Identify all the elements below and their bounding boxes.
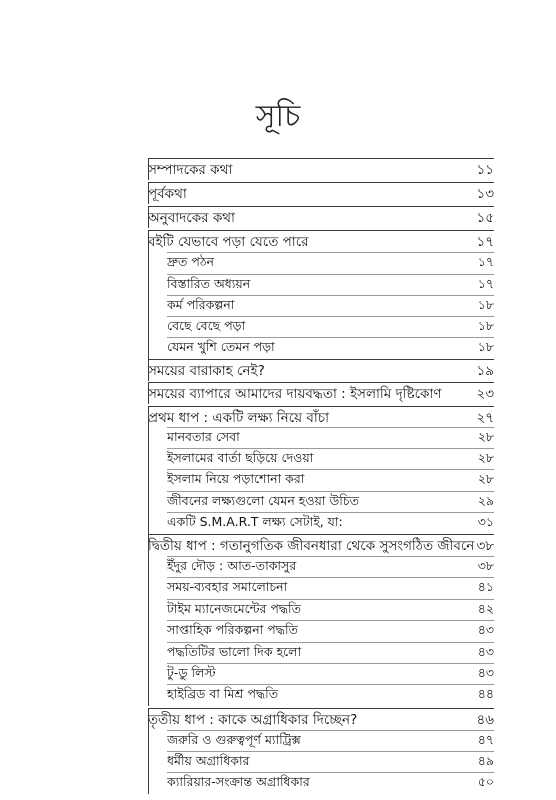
toc-entry[interactable]: [148, 230, 494, 253]
toc-entry-label: বেছে বেছে পড়া: [167, 318, 246, 333]
toc-subentry[interactable]: [167, 491, 494, 514]
toc-entry-page-number: ৫০: [477, 774, 494, 789]
toc-entry-label: জরুরি ও গুরুত্বপূর্ণ ম্যাট্রিক্স: [167, 732, 301, 747]
toc-entry[interactable]: [148, 708, 494, 731]
toc-subentry[interactable]: [167, 684, 494, 707]
page-title: সূচি: [255, 99, 301, 134]
toc-entry-label: তৃতীয় ধাপ : কাকে অগ্রাধিকার দিচ্ছেন?: [148, 711, 358, 728]
toc-subentry[interactable]: [167, 469, 494, 492]
toc-entry-label: মানবতার সেবা: [167, 429, 240, 444]
toc-entry-page-number: ২৮: [477, 429, 494, 444]
toc-entry-page-number: ২৮: [477, 450, 494, 465]
toc-entry-label: সময়ের ব্যাপারে আমাদের দায়বদ্ধতা : ইসলামি দৃষ্টিকোণ: [148, 385, 442, 402]
toc-entry-label: সময়-ব্যবহার সমালোচনা: [167, 579, 288, 594]
toc-entry-page-number: ৩৮: [477, 558, 494, 573]
section-divider: [148, 708, 149, 794]
toc-entry-page-number: ১৮: [477, 297, 494, 312]
toc-entry[interactable]: [148, 158, 494, 181]
toc-entry-page-number: ৩৮: [476, 537, 494, 554]
section-divider: [148, 406, 149, 534]
toc-entry-page-number: ৪৭: [477, 732, 494, 747]
toc-entry-label: বিস্তারিত অধ্যয়ন: [167, 276, 251, 291]
toc-entry-label: কর্ম পরিকল্পনা: [167, 297, 235, 312]
section-divider: [148, 230, 149, 359]
toc-entry-page-number: ১১: [476, 161, 494, 178]
toc-entry-page-number: ৪৩: [477, 665, 494, 680]
toc-entry-page-number: ২৯: [477, 493, 494, 508]
toc-entry-page-number: ৪১: [477, 579, 494, 594]
toc-entry-page-number: ২৮: [477, 471, 494, 486]
toc-subentry[interactable]: [167, 427, 494, 450]
toc-entry[interactable]: [148, 406, 494, 429]
section-divider: [148, 382, 149, 404]
section-divider: [148, 359, 149, 381]
toc-entry-page-number: ৪৯: [477, 753, 494, 768]
toc-subentry[interactable]: [167, 274, 494, 297]
toc-entry-page-number: ৩১: [477, 514, 494, 529]
toc-entry-label: টু-ডু লিস্ট: [167, 665, 216, 680]
toc-entry-page-number: ১৫: [476, 209, 494, 226]
toc-entry-page-number: ১৮: [477, 339, 494, 354]
toc-subentry[interactable]: [167, 577, 494, 600]
toc-entry-page-number: ২৩: [476, 385, 494, 402]
toc-subentry[interactable]: [167, 252, 494, 275]
toc-entry[interactable]: [148, 359, 494, 382]
toc-entry-page-number: ১৯: [476, 362, 494, 379]
toc-entry[interactable]: [148, 206, 494, 229]
section-divider: [148, 158, 149, 180]
toc-entry-page-number: ১৭: [476, 233, 494, 250]
toc-entry[interactable]: [148, 182, 494, 205]
toc-entry-label: ধর্মীয় অগ্রাধিকার: [167, 753, 250, 768]
toc-subentry[interactable]: [167, 512, 494, 535]
toc-entry-label: সাপ্তাহিক পরিকল্পনা পদ্ধতি: [167, 622, 298, 637]
toc-subentry[interactable]: [167, 295, 494, 318]
section-divider: [148, 534, 149, 706]
section-divider: [148, 206, 149, 228]
toc-entry[interactable]: [148, 534, 494, 557]
toc-entry-page-number: ১৮: [477, 318, 494, 333]
toc-subentry[interactable]: [167, 751, 494, 774]
toc-entry-page-number: ৪৩: [477, 644, 494, 659]
toc-entry-label: ইসলামের বার্তা ছড়িয়ে দেওয়া: [167, 450, 314, 465]
toc-subentry[interactable]: [167, 448, 494, 471]
toc-entry-page-number: ১৩: [476, 185, 494, 202]
toc-entry-label: প্রথম ধাপ : একটি লক্ষ্য নিয়ে বাঁচা: [148, 409, 330, 426]
toc-entry-label: দ্রুত পঠন: [167, 254, 214, 269]
toc-entry-label: বইটি যেভাবে পড়া যেতে পারে: [148, 233, 309, 250]
toc-entry-page-number: ১৭: [477, 276, 494, 291]
toc-subentry[interactable]: [167, 337, 494, 360]
toc-entry-label: পূর্বকথা: [148, 185, 187, 202]
toc-entry-label: ইঁদুর দৌড় : আত-তাকাসুর: [167, 558, 297, 573]
toc-entry-page-number: ৪৬: [476, 711, 494, 728]
toc-entry-label: টাইম ম্যানেজমেন্টের পদ্ধতি: [167, 601, 301, 616]
toc-entry[interactable]: [148, 382, 494, 405]
toc-subentry[interactable]: [167, 642, 494, 665]
toc-subentry[interactable]: [167, 730, 494, 753]
toc-entry-label: একটি S.M.A.R.T লক্ষ্য সেটাই, যা:: [167, 514, 343, 529]
toc-subentry[interactable]: [167, 663, 494, 686]
toc-subentry[interactable]: [167, 599, 494, 622]
toc-entry-label: হাইব্রিড বা মিশ্র পদ্ধতি: [167, 686, 279, 701]
toc-subentry[interactable]: [167, 772, 494, 795]
toc-entry-label: সম্পাদকের কথা: [148, 161, 233, 178]
toc-entry-page-number: ২৭: [476, 409, 494, 426]
toc-entry-label: ক্যারিয়ার-সংক্রান্ত অগ্রাধিকার: [167, 774, 310, 789]
toc-entry-page-number: ৪২: [477, 601, 494, 616]
toc-entry-page-number: ৪৩: [477, 622, 494, 637]
toc-entry-label: জীবনের লক্ষ্যগুলো যেমন হওয়া উচিত: [167, 493, 359, 508]
section-divider: [148, 182, 149, 204]
toc-entry-label: পদ্ধতিটির ভালো দিক হলো: [167, 644, 302, 659]
toc-entry-page-number: ১৭: [477, 254, 494, 269]
toc-subentry[interactable]: [167, 620, 494, 643]
toc-entry-label: দ্বিতীয় ধাপ : গতানুগতিক জীবনধারা থেকে সুসংগঠিত জীবনে: [148, 537, 475, 554]
toc-entry-label: সময়ের বারাকাহ নেই?: [148, 362, 265, 379]
toc-subentry[interactable]: [167, 316, 494, 339]
toc-entry-label: অনুবাদকের কথা: [148, 209, 235, 226]
toc-subentry[interactable]: [167, 556, 494, 579]
toc-entry-page-number: ৪৪: [477, 686, 494, 701]
toc-entry-label: যেমন খুশি তেমন পড়া: [167, 339, 275, 354]
toc-entry-label: ইসলাম নিয়ে পড়াশোনা করা: [167, 471, 305, 486]
